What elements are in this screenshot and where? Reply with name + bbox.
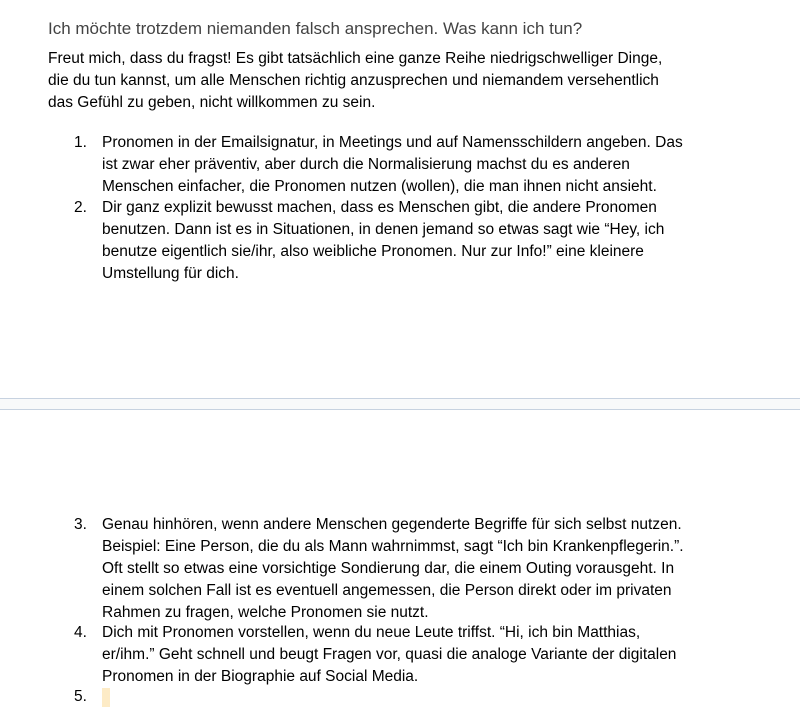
list-item-text [102, 132, 683, 198]
list-number: 4. [74, 624, 87, 641]
list-number: 1. [74, 134, 87, 151]
list-line: Genau hinhören, wenn andere Menschen gegenderte Begriffe für sich selbst nutzen. [102, 516, 682, 533]
intro-line: Freut mich, dass du fragst! Es gibt tatsächlich eine ganze Reihe niedrigschwelliger Dinge, [48, 50, 663, 67]
list-number: 5. [74, 688, 87, 705]
list-line: benutzen. Dann ist es in Situationen, in denen jemand so etwas sagt wie “Hey, ich [102, 221, 665, 238]
page-separator [0, 398, 800, 410]
list-line: ist zwar eher präventiv, aber durch die Normalisierung machst du es anderen [102, 156, 630, 173]
list-line: Oft stellt so etwas eine vorsichtige Sondierung dar, die einem Outing vorausgeht. In [102, 560, 675, 577]
list-line: Menschen einfacher, die Pronomen nutzen (wollen), die man ihnen nicht ansieht. [102, 178, 657, 195]
list-line: Beispiel: Eine Person, die du als Mann wahrnimmst, sagt “Ich bin Krankenpflegerin.”. [102, 538, 684, 555]
list-line: benutze eigentlich sie/ihr, also weibliche Pronomen. Nur zur Info!” eine kleinere [102, 243, 644, 260]
list-line: Dir ganz explizit bewusst machen, dass es Menschen gibt, die andere Pronomen [102, 199, 657, 216]
list-item-text [102, 514, 684, 624]
intro-line: das Gefühl zu geben, nicht willkommen zu sein. [48, 94, 376, 111]
list-line: einem solchen Fall ist es eventuell angemessen, die Person direkt oder im privaten [102, 582, 672, 599]
list-number: 3. [74, 516, 87, 533]
list-line: Umstellung für dich. [102, 265, 239, 282]
list-line: Pronomen in der Emailsignatur, in Meetings und auf Namensschildern angeben. Das [102, 134, 683, 151]
list-line: Dich mit Pronomen vorstellen, wenn du neue Leute triffst. “Hi, ich bin Matthias, [102, 624, 641, 641]
document-page-2[interactable] [0, 410, 800, 718]
list-item-text [102, 622, 676, 688]
intro-paragraph [48, 48, 662, 114]
intro-line: die du tun kannst, um alle Menschen richtig anzusprechen und niemandem versehentlich [48, 72, 659, 89]
list-number: 2. [74, 199, 87, 216]
list-line: er/ihm.” Geht schnell und beugt Fragen vor, quasi die analoge Variante der digitalen [102, 646, 677, 663]
list-line: Pronomen in der Biographie auf Social Media. [102, 668, 419, 685]
list-item-text [102, 197, 664, 285]
text-cursor-highlight[interactable] [102, 688, 110, 707]
list-line: Rahmen zu fragen, welche Pronomen sie nutzt. [102, 604, 429, 621]
section-heading: Ich möchte trotzdem niemanden falsch ansprechen. Was kann ich tun? [48, 19, 583, 38]
